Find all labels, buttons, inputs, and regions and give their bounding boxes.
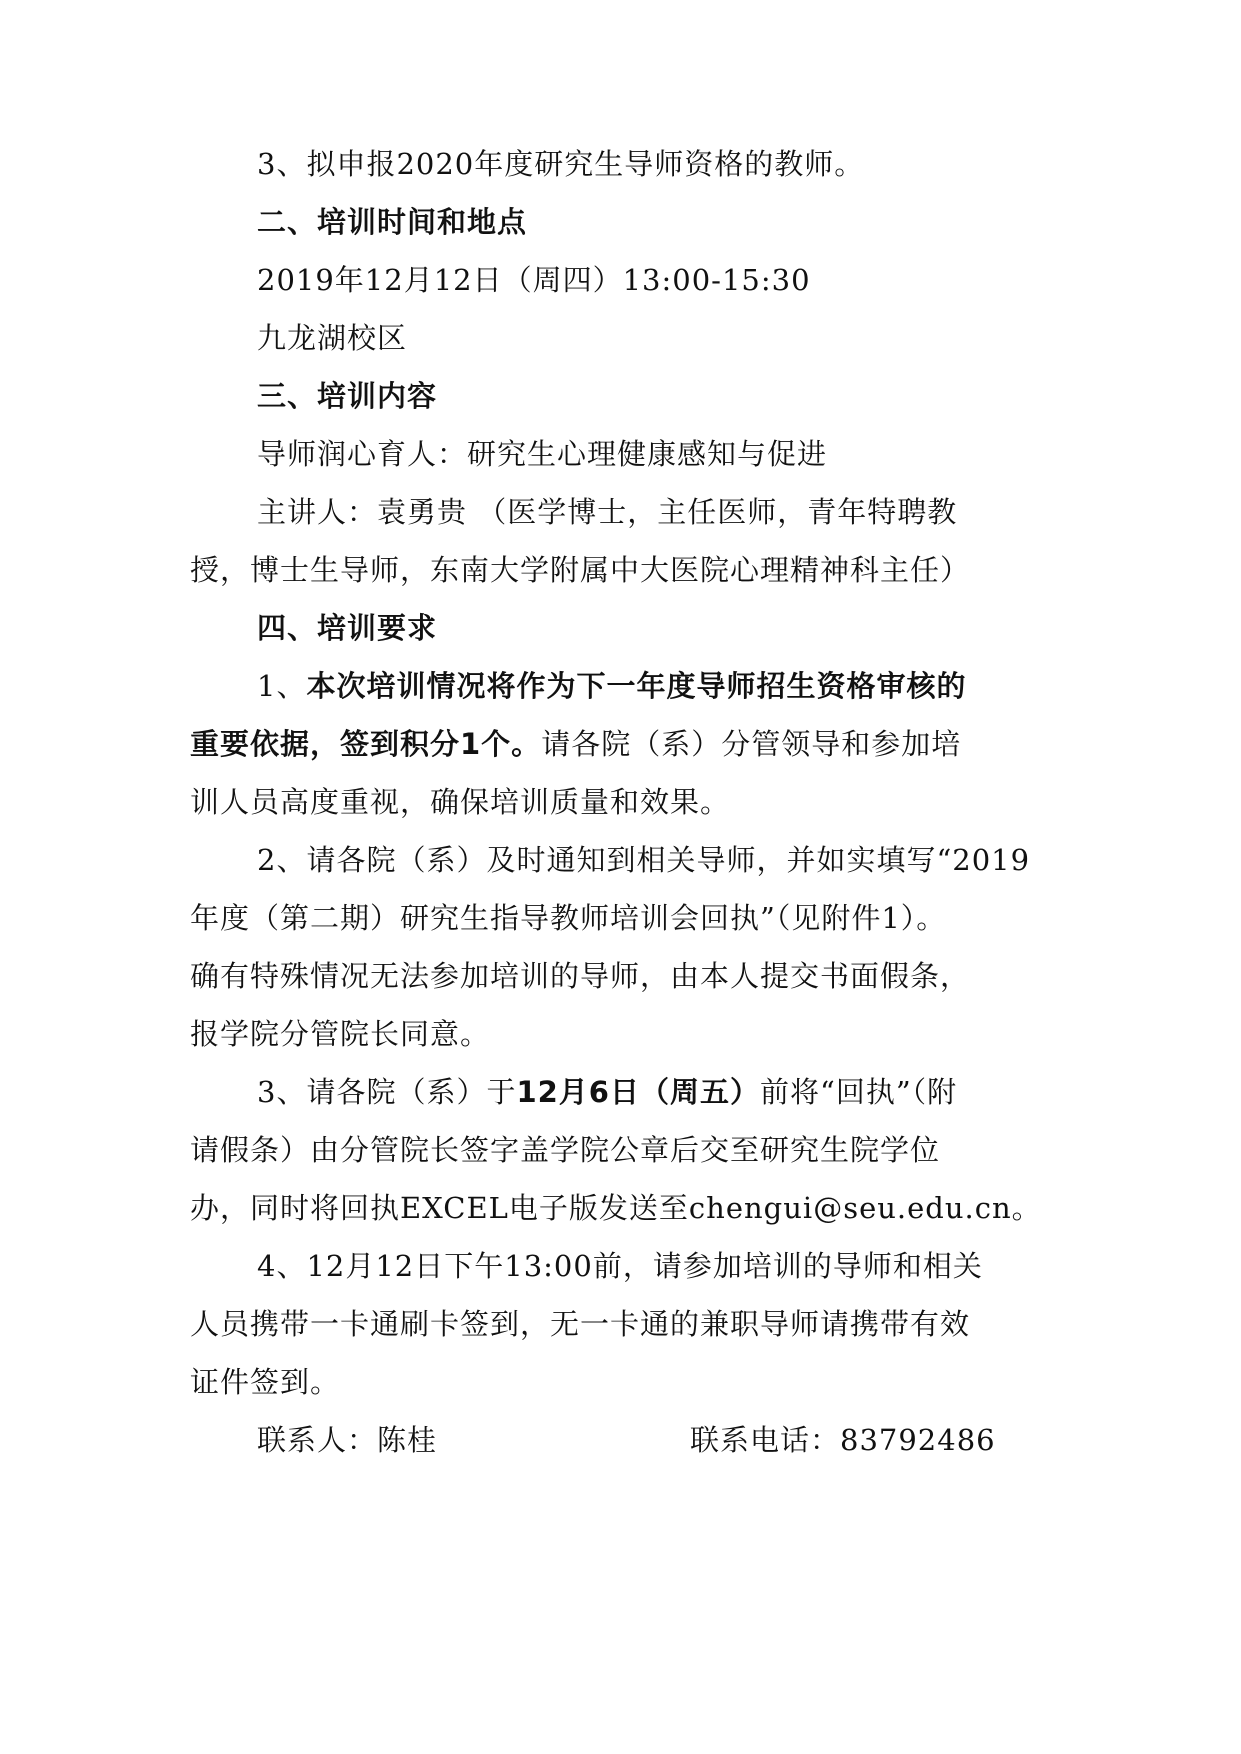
requirement-1-bold-basis: 重要依据，签到积分1个。 <box>190 727 542 761</box>
document-body <box>190 135 1060 1469</box>
requirement-2-line-3: 确有特殊情况无法参加培训的导师，由本人提交书面假条， <box>190 959 971 993</box>
section-2-heading: 二、培训时间和地点 <box>257 205 528 239</box>
requirement-2-line-1: 2、请各院（系）及时通知到相关导师，并如实填写“2019 <box>257 843 1031 877</box>
speaker-line-1: 主讲人：袁勇贵 （医学博士，主任医师，青年特聘教 <box>257 495 958 529</box>
requirement-2-line-2: 年度（第二期）研究生指导教师培训会回执”（见附件1）。 <box>190 901 947 935</box>
section-4-heading: 四、培训要求 <box>257 611 438 645</box>
requirement-3-line-3: 办，同时将回执EXCEL电子版发送至chengui@seu.edu.cn。 <box>190 1191 1042 1225</box>
requirement-1-line-3: 训人员高度重视，确保培训质量和效果。 <box>190 785 731 819</box>
training-location: 九龙湖校区 <box>257 321 408 355</box>
requirement-3-pre: 3、请各院（系）于 <box>257 1075 517 1109</box>
requirement-4-line-2: 人员携带一卡通刷卡签到，无一卡通的兼职导师请携带有效 <box>190 1307 971 1341</box>
contact-row <box>190 1411 1060 1469</box>
speaker-line-2: 授，博士生导师，东南大学附属中大医院心理精神科主任） <box>190 553 971 587</box>
contact-person: 联系人：陈桂 <box>257 1423 438 1457</box>
requirement-3-post: 前将“回执”（附 <box>760 1075 958 1109</box>
requirement-2-line-4: 报学院分管院长同意。 <box>190 1017 491 1051</box>
training-datetime: 2019年12月12日（周四）13:00-15:30 <box>257 263 811 297</box>
requirement-4-line-3: 证件签到。 <box>190 1365 341 1399</box>
contact-phone: 联系电话：83792486 <box>690 1423 996 1457</box>
requirement-3-line-2: 请假条）由分管院长签字盖学院公章后交至研究生院学位 <box>190 1133 941 1167</box>
requirement-1-bold-text: 本次培训情况将作为下一年度导师招生资格审核的 <box>306 669 967 703</box>
requirement-1-prefix: 1、 <box>257 669 307 703</box>
requirement-1-line-1 <box>190 657 1060 715</box>
requirement-1-rest: 请各院（系）分管领导和参加培 <box>541 727 962 761</box>
requirement-4-line-1: 4、12月12日下午13:00前，请参加培训的导师和相关 <box>257 1249 983 1283</box>
section-3-heading: 三、培训内容 <box>257 379 438 413</box>
training-topic: 导师润心育人：研究生心理健康感知与促进 <box>257 437 828 471</box>
audience-item-3: 3、拟申报2020年度研究生导师资格的教师。 <box>257 147 865 181</box>
requirement-3-deadline: 12月6日（周五） <box>516 1075 760 1109</box>
requirement-3-line-1 <box>190 1063 1060 1121</box>
requirement-1-line-2 <box>190 715 1060 773</box>
